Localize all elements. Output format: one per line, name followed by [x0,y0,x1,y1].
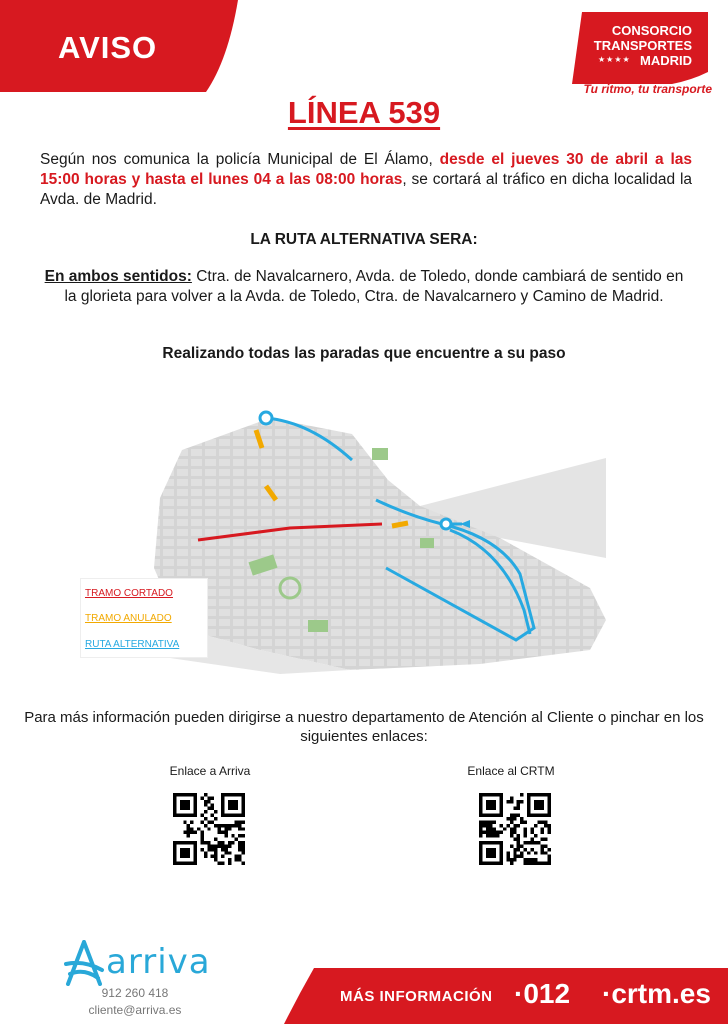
aviso-label: AVISO [58,30,158,65]
notice-dates: desde el jueves 30 de abril a las 15:00 horas y hasta el lunes 04 a las 08:00 horas [40,151,693,188]
arriva-symbol-icon [62,940,106,986]
legend-cancelled: TRAMO ANULADO [85,613,172,624]
arriva-wordmark: arriva [106,942,211,982]
crtm-qr-code[interactable] [479,793,551,865]
legend-cut: TRAMO CORTADO [85,588,173,599]
crtm-slogan: Tu ritmo, tu transporte [583,82,712,96]
crtm-link-label[interactable]: Enlace al CRTM [467,764,555,778]
notice-paragraph [40,150,692,210]
notice-rest: , se cortará al tráfico en dicha localidad la Avda. de Madrid. [40,171,693,208]
arriva-logo [62,940,212,986]
footer-banner [284,968,728,1024]
footer-web[interactable]: ·crtm.es [602,978,711,1009]
crtm-line-2: TRANSPORTES [593,38,692,53]
more-info-text: Para más información pueden dirigirse a nuestro departamento de Atención al Cliente o pinchar en los siguientes enlaces: [24,709,704,745]
route-paragraph [44,267,684,307]
line-title: LÍNEA 539 [287,95,441,130]
notice-intro: Según nos comunica la policía Municipal de El Álamo, [40,151,440,168]
arriva-email[interactable]: cliente@arriva.es [88,1003,182,1017]
footer-phone: ·012 [514,978,571,1009]
arriva-phone: 912 260 418 [101,986,169,1000]
route-heading: LA RUTA ALTERNATIVA SERA: [250,231,478,248]
stops-note: Realizando todas las paradas que encuentre a su paso [162,345,566,362]
aviso-banner [0,0,238,92]
madrid-stars-icon: ★★★★ [598,55,631,64]
crtm-logo [566,6,714,96]
map-legend [80,578,208,658]
crtm-line-3: MADRID [640,53,692,68]
legend-alternative: RUTA ALTERNATIVA [85,639,180,650]
arriva-link-label[interactable]: Enlace a Arriva [169,764,251,778]
arriva-qr-code[interactable] [173,793,245,865]
footer-more-info: MÁS INFORMACIÓN [340,988,493,1005]
route-text: Ctra. de Navalcarnero, Avda. de Toledo, donde cambiará de sentido en la glorieta para volver a la Avda. de Toledo, Ctra. de Navalcarnero y Camino de Madrid. [64,268,684,305]
route-label: En ambos sentidos: [44,268,192,285]
crtm-line-1: CONSORCIO [611,23,692,38]
